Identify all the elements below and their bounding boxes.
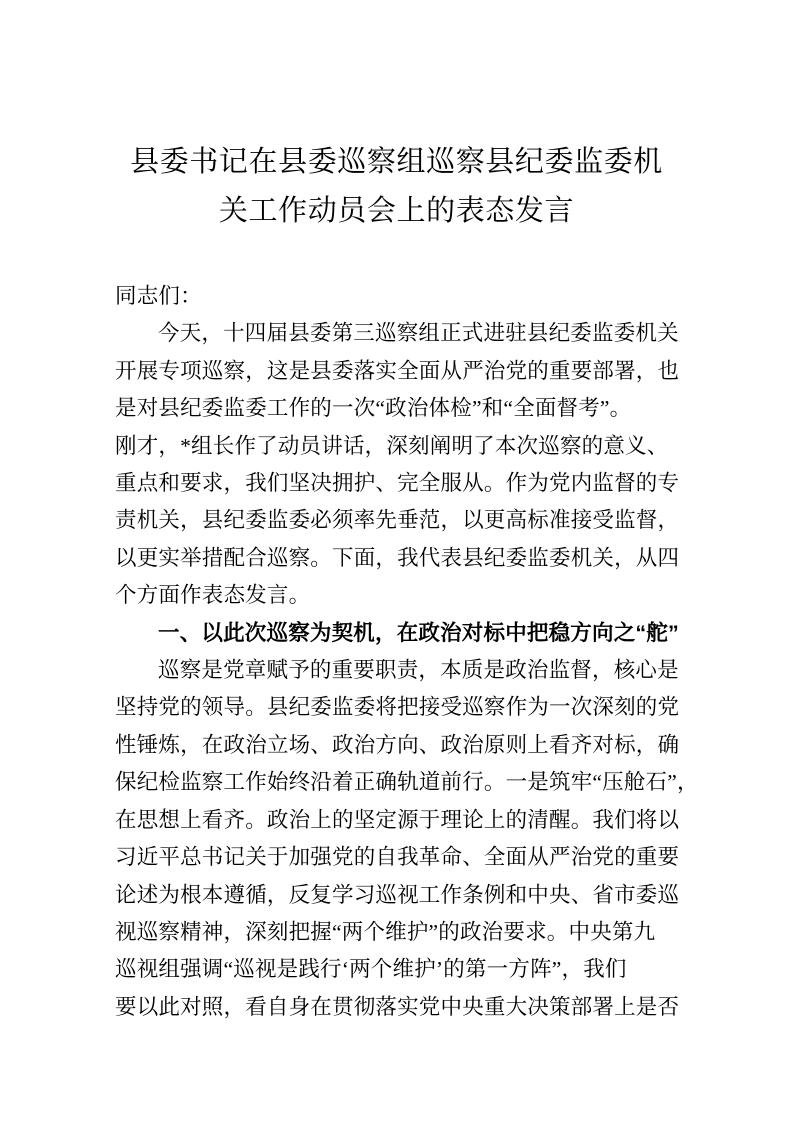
text-line: 刚才，*组长作了动员讲话，深刻阐明了本次巡察的意义、 (115, 433, 669, 458)
document-title-line-2: 关工作动员会上的表态发言 (218, 195, 575, 227)
text-line: 同志们： (115, 284, 202, 308)
document-title-line-1: 县委书记在县委巡察组巡察县纪委监委机 (130, 146, 663, 178)
text-line: 巡视组强调“巡视是践行‘两个维护’的第一方阵”，我们 (115, 957, 627, 982)
text-line: 坚持党的领导。县纪委监委将把接受巡察作为一次深刻的党 (115, 695, 680, 720)
document-body (115, 278, 699, 1026)
section-heading: 一、以此次巡察为契机，在政治对标中把稳方向之“舵” (158, 620, 680, 645)
text-line: 重点和要求，我们坚决拥护、完全服从。作为党内监督的专 (115, 471, 680, 496)
text-line: 论述为根本遵循，反复学习巡视工作条例和中央、省市委巡 (115, 882, 680, 907)
text-line: 习近平总书记关于加强党的自我革命、全面从严治党的重要 (115, 845, 680, 870)
text-line: 责机关，县纪委监委必须率先垂范，以更高标准接受监督， (115, 508, 680, 533)
text-line: 要以此对照，看自身在贯彻落实党中央重大决策部署上是否 (115, 994, 680, 1019)
text-line: 视巡察精神，深刻把握“两个维护”的政治要求。中央第九 (115, 919, 656, 944)
text-line: 在思想上看齐。政治上的坚定源于理论上的清醒。我们将以 (115, 807, 680, 832)
text-line: 开展专项巡察，这是县委落实全面从严治党的重要部署，也 (115, 358, 680, 383)
text-line: 以更实举措配合巡察。下面，我代表县纪委监委机关，从四 (115, 545, 680, 570)
text-line: 巡察是党章赋予的重要职责，本质是政治监督，核心是 (158, 658, 679, 683)
text-line: 保纪检监察工作始终沿着正确轨道前行。一是筑牢“压舱石”， (115, 770, 699, 795)
document-title (0, 138, 793, 236)
text-line: 今天，十四届县委第三巡察组正式进驻县纪委监委机关 (158, 321, 679, 346)
text-line: 个方面作表态发言。 (115, 583, 311, 608)
text-line: 性锤炼，在政治立场、政治方向、政治原则上看齐对标，确 (115, 732, 680, 757)
text-line: 是对县纪委监委工作的一次“政治体检”和“全面督考”。 (115, 396, 632, 421)
